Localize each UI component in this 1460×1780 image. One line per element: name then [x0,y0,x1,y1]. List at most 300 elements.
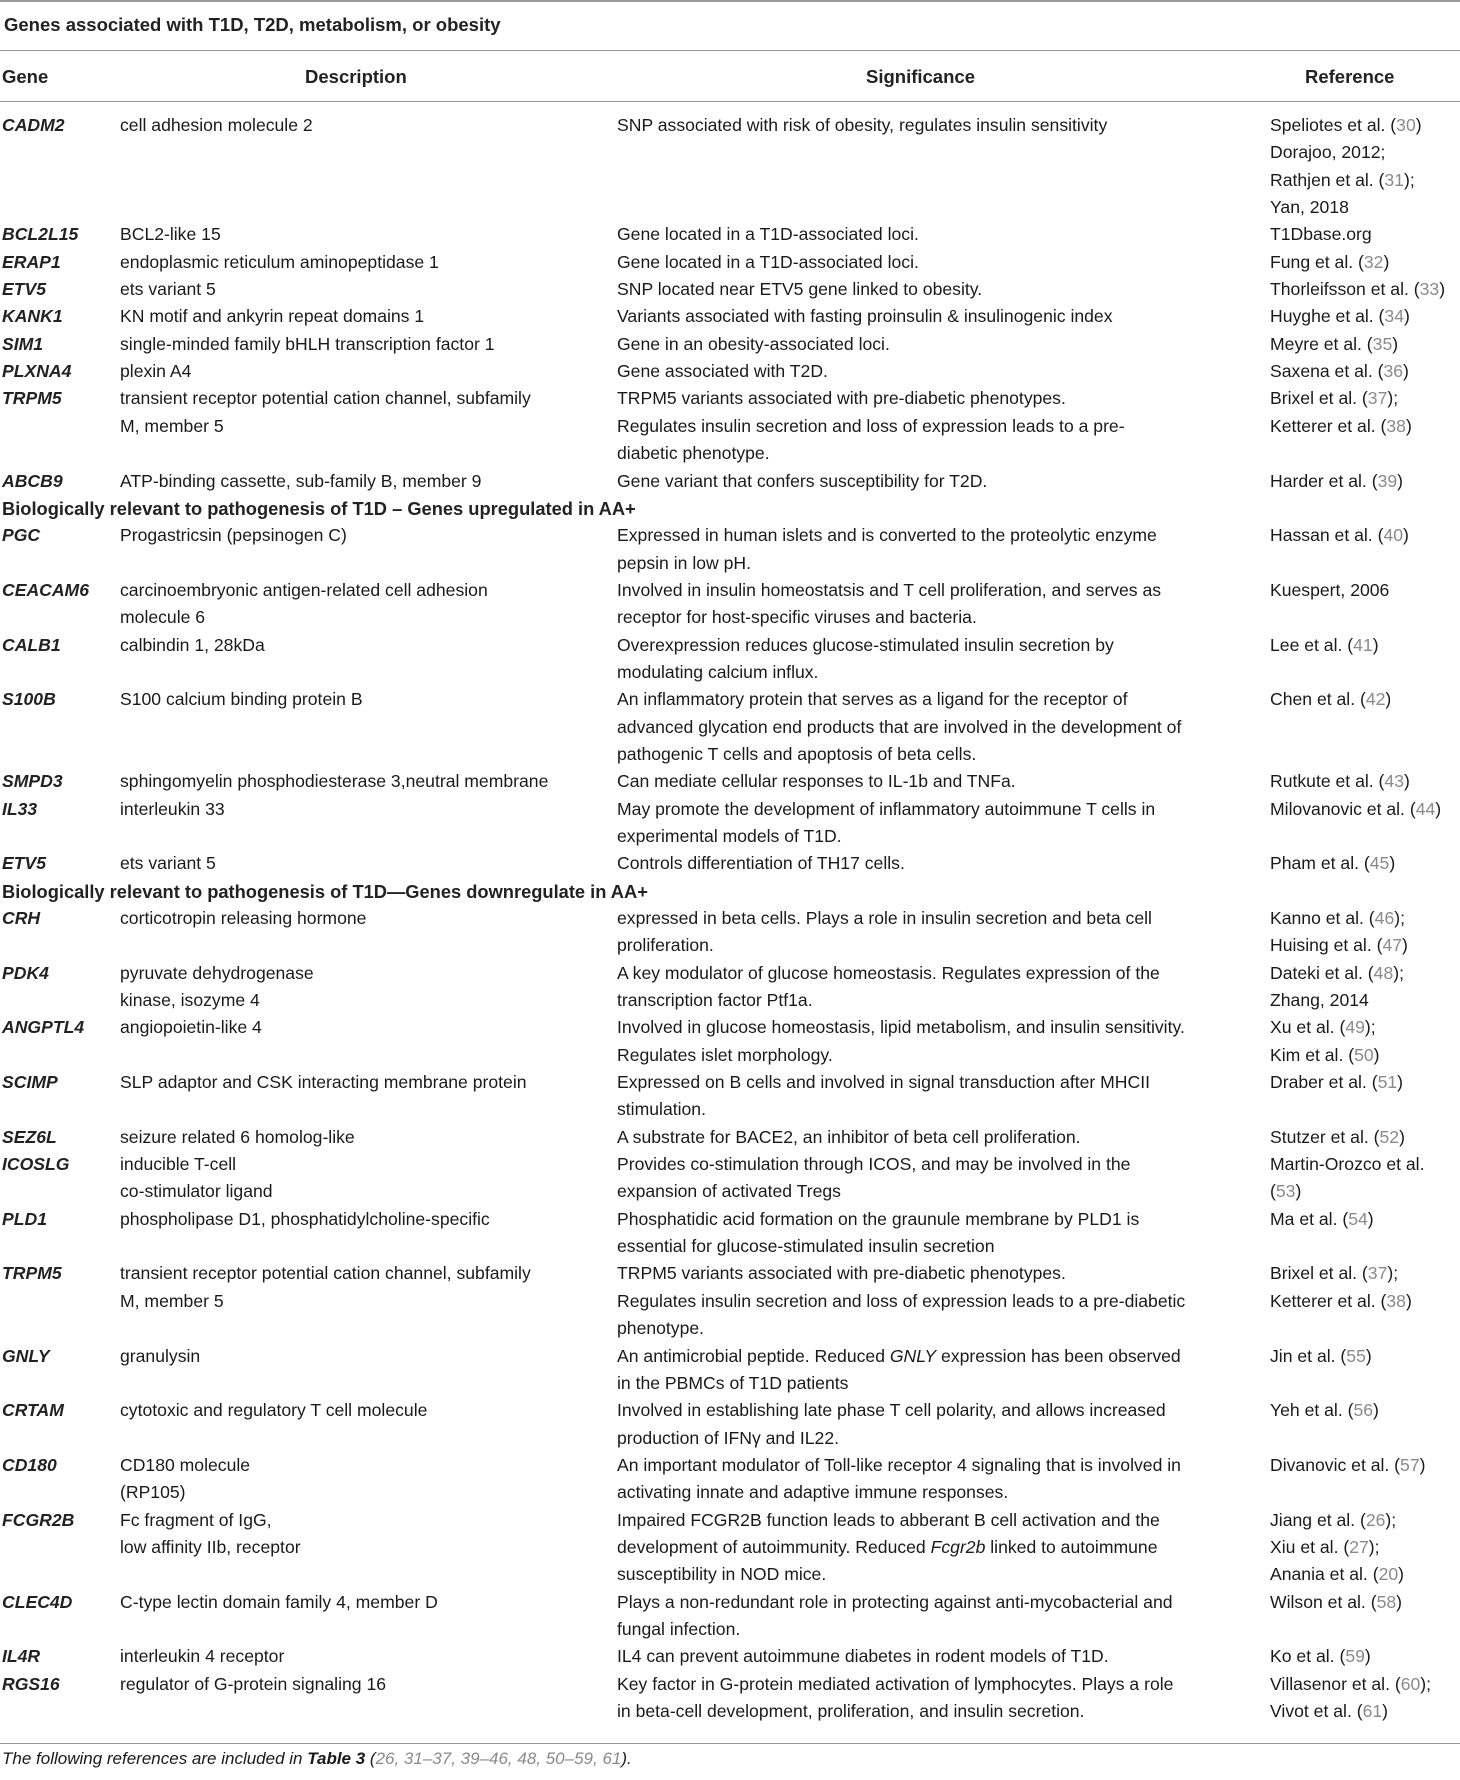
table-row [0,960,1460,1015]
cell-line: susceptibility in NOD mice. [617,1564,827,1585]
gene-reference [1270,1643,1460,1670]
gene-significance [617,632,1257,687]
cell-line: single-minded family bHLH transcription factor 1 [120,333,495,354]
cell-line: in the PBMCs of T1D patients [617,1372,849,1393]
cell-line: regulator of G-protein signaling 16 [120,1673,387,1694]
cell-line: pepsin in low pH. [617,552,751,573]
section-heading-row [0,495,1460,522]
cell-line: CD180 molecule [120,1454,251,1475]
gene-significance [617,1343,1257,1398]
gene-symbol: IL4R [2,1646,41,1667]
cell-line: Impaired FCGR2B function leads to abberant B cell activation and the [617,1509,1160,1530]
top-border [0,0,1460,2]
cell-line: BCL2-like 15 [120,224,221,245]
gene-reference [1270,1124,1460,1151]
gene-reference [1270,358,1460,385]
reference-line: Kuespert, 2006 [1270,579,1390,600]
table-row [0,385,1460,467]
cell-line: transcription factor Ptf1a. [617,990,813,1011]
citation-link[interactable]: 33 [1419,279,1440,300]
gene-significance [617,221,1257,248]
citation-link[interactable]: 54 [1348,1208,1368,1229]
reference-line: Kanno et al. (46); [1270,908,1405,929]
cell-line: Gene variant that confers susceptibility for T2D. [617,470,988,491]
table-row [0,1643,1460,1670]
bottom-divider [0,1743,1460,1744]
citation-link[interactable]: 30 [1396,115,1416,135]
cell-line: TRPM5 variants associated with pre-diabetic phenotypes. [617,1263,1066,1284]
cell-line: Involved in glucose homeostasis, lipid metabolism, and insulin sensitivity. [617,1017,1185,1038]
gene-significance [617,686,1257,768]
cell-line: M, member 5 [120,415,224,436]
gene-reference [1270,796,1460,823]
gene-significance [617,1260,1257,1342]
cell-line: transient receptor potential cation channel, subfamily [120,388,531,409]
gene-description [120,1507,602,1562]
reference-line: Fung et al. (32) [1270,251,1390,272]
citation-link[interactable]: 27 [1349,1536,1369,1557]
table-row [0,850,1460,877]
footnote-table-link[interactable]: Table 3 [307,1749,366,1768]
gene-reference [1270,577,1460,604]
gene-description [120,1260,602,1315]
citation-link[interactable]: 32 [1363,251,1384,272]
citation-link[interactable]: 41 [1353,634,1373,655]
citation-link[interactable]: 45 [1369,853,1390,874]
gene-description [120,1069,602,1096]
cell-line: endoplasmic reticulum aminopeptidase 1 [120,251,439,272]
cell-line: Plays a non-redundant role in protecting against anti-mycobacterial and [617,1591,1173,1612]
table-row [0,632,1460,687]
citation-link[interactable]: 40 [1383,525,1404,546]
gene-significance [617,1014,1257,1069]
cell-line: Gene in an obesity-associated loci. [617,333,890,354]
column-header-gene: Gene [2,66,49,87]
gene-description [120,960,602,1015]
reference-line: Ma et al. (54) [1270,1208,1374,1229]
gene-reference [1270,221,1460,248]
citation-link[interactable]: 37 [1367,1263,1388,1284]
citation-link[interactable]: 49 [1345,1017,1365,1038]
cell-line: modulating calcium influx. [617,661,819,682]
gene-symbol: CALB1 [2,634,61,655]
gene-reference [1270,1014,1460,1069]
cell-line: production of IFNγ and IL22. [617,1427,840,1448]
reference-line: Huising et al. (47) [1270,935,1408,956]
reference-line: (53) [1270,1181,1302,1202]
table-row [0,112,1460,221]
gene-significance [617,249,1257,276]
section-heading: Biologically relevant to pathogenesis of T1D—Genes downregulate in AA+ [2,880,648,902]
cell-line: IL4 can prevent autoimmune diabetes in rodent models of T1D. [617,1646,1109,1667]
column-header-reference: Reference [1305,66,1395,87]
table-row [0,1589,1460,1644]
reference-line: Ketterer et al. (38) [1270,1290,1412,1311]
italic-term: GNLY [889,1345,937,1366]
gene-symbol: TRPM5 [2,388,62,409]
cell-line: experimental models of T1D. [617,825,842,846]
cell-line: Gene associated with T2D. [617,361,828,382]
reference-line: Yeh et al. (56) [1270,1400,1379,1421]
gene-reference [1270,905,1460,960]
citation-link[interactable]: 26 [1365,1509,1386,1530]
cell-line: ATP-binding cassette, sub-family B, member 9 [120,470,482,491]
gene-reference [1270,385,1460,440]
cell-line: Involved in establishing late phase T cell polarity, and allows increased [617,1400,1166,1421]
cell-line: S100 calcium binding protein B [120,689,363,710]
gene-symbol: CD180 [2,1454,57,1475]
table-row [0,1124,1460,1151]
reference-line: Anania et al. (20) [1270,1564,1404,1585]
reference-line: Ketterer et al. (38) [1270,415,1412,436]
citation-link[interactable]: 58 [1376,1591,1397,1612]
table-row [0,1397,1460,1452]
citation-link[interactable]: 44 [1415,798,1436,819]
cell-line: pathogenic T cells and apoptosis of beta cells. [617,743,977,764]
citation-link[interactable]: 20 [1378,1564,1399,1585]
gene-description [120,850,602,877]
gene-significance [617,1507,1257,1589]
gene-description [120,1151,602,1206]
gene-reference [1270,1671,1460,1726]
gene-description [120,1124,602,1151]
cell-line: fungal infection. [617,1618,741,1639]
section-heading-row [0,878,1460,905]
gene-symbol: PDK4 [2,962,49,983]
reference-line: Zhang, 2014 [1270,990,1369,1011]
gene-significance [617,331,1257,358]
table-row [0,221,1460,248]
cell-line: Phosphatidic acid formation on the graunule membrane by PLD1 is [617,1208,1140,1229]
cell-line: low affinity IIb, receptor [120,1536,301,1557]
citation-link[interactable]: 34 [1384,306,1404,327]
gene-symbol: PLD1 [2,1208,47,1229]
cell-line: interleukin 33 [120,798,225,819]
gene-symbol: SCIMP [2,1072,58,1093]
gene-significance [617,796,1257,851]
cell-line: ets variant 5 [120,853,216,874]
gene-description [120,1452,602,1507]
reference-line: Speliotes et al. (30) [1270,115,1422,135]
footnote-text: The following references are included in [2,1749,308,1768]
italic-term: Fcgr2b [930,1536,986,1557]
table-row [0,1151,1460,1206]
citation-link[interactable]: 57 [1400,1454,1420,1475]
gene-description [120,385,602,440]
reference-line: Jiang et al. (26); [1270,1509,1397,1530]
citation-link[interactable]: 46 [1374,908,1395,929]
gene-reference [1270,1343,1460,1370]
cell-line: An inflammatory protein that serves as a ligand for the receptor of [617,689,1128,710]
gene-description [120,1589,602,1616]
reference-line: Vivot et al. (61) [1270,1701,1389,1722]
cell-line: co-stimulator ligand [120,1181,273,1202]
cell-line: kinase, isozyme 4 [120,990,260,1011]
table-row [0,1069,1460,1124]
gene-description [120,522,602,549]
reference-line: T1Dbase.org [1270,224,1372,245]
reference-line: Dateki et al. (48); [1270,962,1404,983]
gene-significance [617,1206,1257,1261]
gene-significance [617,522,1257,577]
gene-description [120,221,602,248]
gene-reference [1270,960,1460,1015]
cell-line: advanced glycation end products that are involved in the development of [617,716,1182,737]
gene-significance [617,385,1257,467]
gene-symbol: CRH [2,908,41,929]
cell-line: Expressed on B cells and involved in signal transduction after MHCII [617,1072,1150,1093]
citation-link[interactable]: 38 [1386,1290,1406,1311]
gene-reference [1270,1151,1460,1206]
cell-line: granulysin [120,1345,201,1366]
reference-line: Milovanovic et al. (44) [1270,798,1442,819]
gene-description [120,303,602,330]
cell-line: receptor for host-specific viruses and bacteria. [617,607,977,628]
gene-significance [617,1452,1257,1507]
header-divider [0,101,1460,102]
table-title: Genes associated with T1D, T2D, metabolism, or obesity [4,14,501,35]
cell-line: calbindin 1, 28kDa [120,634,265,655]
reference-line: Kim et al. (50) [1270,1044,1380,1065]
cell-line: Progastricsin (pepsinogen C) [120,525,347,546]
citation-link[interactable]: 36 [1383,361,1404,382]
gene-symbol: FCGR2B [2,1509,75,1530]
reference-line: Xu et al. (49); [1270,1017,1376,1038]
cell-line: in beta-cell development, proliferation, and insulin secretion. [617,1701,1085,1722]
cell-line: activating innate and adaptive immune responses. [617,1482,1009,1503]
table-row [0,1343,1460,1398]
gene-reference [1270,276,1460,303]
cell-line: Overexpression reduces glucose-stimulated insulin secretion by [617,634,1114,655]
citation-link[interactable]: 39 [1377,470,1398,491]
citation-link[interactable]: 51 [1377,1072,1398,1093]
cell-line: Regulates insulin secretion and loss of expression leads to a pre- [617,415,1125,436]
citation-link[interactable]: 47 [1382,935,1403,956]
cell-line: Can mediate cellular responses to IL-1b and TNFa. [617,771,1016,792]
cell-line: proliferation. [617,935,714,956]
gene-description [120,468,602,495]
gene-description [120,1643,602,1670]
citation-link[interactable]: 37 [1367,388,1388,409]
gene-symbol: S100B [2,689,56,710]
cell-line: development of autoimmunity. Reduced Fcgr2b linked to autoimmune [617,1536,1158,1557]
table-body [0,112,1460,1725]
gene-significance [617,1397,1257,1452]
gene-symbol: SMPD3 [2,771,63,792]
gene-symbol: ETV5 [2,853,47,874]
citation-link[interactable]: 43 [1384,771,1404,792]
gene-symbol: ICOSLG [2,1154,70,1175]
citation-link[interactable]: 61 [1362,1701,1383,1722]
cell-line: Key factor in G-protein mediated activation of lymphocytes. Plays a role [617,1673,1174,1694]
citation-link[interactable]: 31 [1384,169,1404,190]
cell-line: expansion of activated Tregs [617,1181,841,1202]
cell-line: Gene located in a T1D-associated loci. [617,251,919,272]
gene-reference [1270,468,1460,495]
citation-link[interactable]: 52 [1379,1126,1400,1147]
cell-line: An antimicrobial peptide. Reduced GNLY expression has been observed [617,1345,1181,1366]
gene-description [120,686,602,713]
cell-line: ets variant 5 [120,279,216,300]
gene-symbol: ANGPTL4 [2,1017,85,1038]
cell-line: Fc fragment of IgG, [120,1509,272,1530]
table-row [0,522,1460,577]
cell-line: essential for glucose-stimulated insulin secretion [617,1236,995,1257]
gene-reference [1270,632,1460,659]
citation-link[interactable]: 56 [1353,1400,1374,1421]
gene-description [120,249,602,276]
gene-significance [617,1069,1257,1124]
gene-symbol: GNLY [2,1345,50,1366]
table-row [0,1671,1460,1726]
section-heading: Biologically relevant to pathogenesis of T1D – Genes upregulated in AA+ [2,497,636,519]
cell-line: May promote the development of inflammatory autoimmune T cells in [617,798,1156,819]
citation-link[interactable]: 60 [1400,1673,1421,1694]
reference-line: Brixel et al. (37); [1270,388,1399,409]
reference-line: Rutkute et al. (43) [1270,771,1410,792]
cell-line: diabetic phenotype. [617,443,770,464]
column-header-description: Description [305,66,407,87]
cell-line: A substrate for BACE2, an inhibitor of beta cell proliferation. [617,1126,1081,1147]
gene-reference [1270,1507,1460,1589]
citation-link[interactable]: 38 [1386,415,1406,436]
cell-line: Gene located in a T1D-associated loci. [617,224,919,245]
gene-reference [1270,303,1460,330]
gene-symbol: PGC [2,525,41,546]
table-row [0,1014,1460,1069]
citation-link[interactable]: 59 [1345,1646,1365,1667]
title-divider [0,50,1460,51]
cell-line: Regulates islet morphology. [617,1044,833,1065]
gene-symbol: ERAP1 [2,251,61,272]
cell-line: transient receptor potential cation channel, subfamily [120,1263,531,1284]
footnote-close: ). [621,1749,632,1768]
cell-line: Controls differentiation of TH17 cells. [617,853,905,874]
gene-description [120,1014,602,1041]
table-footnote [2,1749,632,1769]
table-row [0,1507,1460,1589]
reference-line: Harder et al. (39) [1270,470,1403,491]
gene-significance [617,112,1257,139]
gene-symbol: SIM1 [2,333,44,354]
gene-significance [617,1671,1257,1726]
reference-line: Xiu et al. (27); [1270,1536,1380,1557]
gene-reference [1270,522,1460,549]
gene-description [120,358,602,385]
reference-line: Huyghe et al. (34) [1270,306,1410,327]
reference-line: Draber et al. (51) [1270,1072,1403,1093]
cell-line: molecule 6 [120,607,206,628]
cell-line: angiopoietin-like 4 [120,1017,262,1038]
reference-line: Brixel et al. (37); [1270,1263,1399,1284]
gene-description [120,1671,602,1698]
cell-line: Variants associated with fasting proinsulin & insulinogenic index [617,306,1113,327]
gene-symbol: ABCB9 [2,470,63,491]
table-row [0,276,1460,303]
table-row [0,358,1460,385]
cell-line: (RP105) [120,1482,186,1503]
reference-line: Hassan et al. (40) [1270,525,1409,546]
gene-symbol: SEZ6L [2,1126,57,1147]
gene-description [120,1343,602,1370]
cell-line: C-type lectin domain family 4, member D [120,1591,438,1612]
gene-symbol: BCL2L15 [2,224,79,245]
cell-line: inducible T-cell [120,1154,237,1175]
cell-line: carcinoembryonic antigen-related cell adhesion [120,579,488,600]
table-row [0,905,1460,960]
reference-line: Meyre et al. (35) [1270,333,1399,354]
gene-significance [617,905,1257,960]
gene-reference [1270,1589,1460,1616]
gene-reference [1270,1397,1460,1424]
cell-line: cell adhesion molecule 2 [120,115,313,135]
cell-line: cytotoxic and regulatory T cell molecule [120,1400,428,1421]
reference-line: Villasenor et al. (60); [1270,1673,1432,1694]
cell-line: An important modulator of Toll-like receptor 4 signaling that is involved in [617,1454,1181,1475]
cell-line: interleukin 4 receptor [120,1646,285,1667]
gene-reference [1270,249,1460,276]
gene-reference [1270,1452,1460,1479]
cell-line: Regulates insulin secretion and loss of expression leads to a pre-diabetic [617,1290,1186,1311]
gene-significance [617,1151,1257,1206]
gene-description [120,577,602,632]
cell-line: SNP associated with risk of obesity, regulates insulin sensitivity [617,115,1108,135]
gene-symbol: KANK1 [2,306,63,327]
gene-significance [617,850,1257,877]
gene-significance [617,960,1257,1015]
gene-symbol: PLXNA4 [2,361,72,382]
gene-reference [1270,768,1460,795]
gene-description [120,768,602,795]
gene-description [120,112,602,139]
reference-line: Saxena et al. (36) [1270,361,1409,382]
reference-line: Thorleifsson et al. (33) [1270,279,1446,300]
citation-link[interactable]: 53 [1275,1181,1296,1202]
reference-line: Stutzer et al. (52) [1270,1126,1405,1147]
cell-line: corticotropin releasing hormone [120,908,367,929]
table-row [0,1260,1460,1342]
cell-line: KN motif and ankyrin repeat domains 1 [120,306,425,327]
gene-reference [1270,850,1460,877]
footnote-refs[interactable]: 26, 31–37, 39–46, 48, 50–59, 61 [375,1749,622,1768]
cell-line: expressed in beta cells. Plays a role in insulin secretion and beta cell [617,908,1152,929]
column-header-significance: Significance [866,66,975,87]
citation-link[interactable]: 55 [1346,1345,1366,1366]
citation-link[interactable]: 35 [1372,333,1393,354]
gene-significance [617,1589,1257,1644]
cell-line: TRPM5 variants associated with pre-diabetic phenotypes. [617,388,1066,409]
gene-symbol: ETV5 [2,279,47,300]
citation-link[interactable]: 48 [1373,962,1394,983]
gene-significance [617,1643,1257,1670]
table-row [0,331,1460,358]
gene-significance [617,1124,1257,1151]
gene-description [120,276,602,303]
gene-symbol: CRTAM [2,1400,64,1421]
table-row [0,468,1460,495]
gene-reference [1270,1206,1460,1233]
gene-description [120,905,602,932]
reference-line: Rathjen et al. (31); [1270,169,1415,190]
citation-link[interactable]: 50 [1354,1044,1374,1065]
gene-significance [617,768,1257,795]
reference-line: Martin-Orozco et al. [1270,1154,1425,1175]
gene-significance [617,577,1257,632]
citation-link[interactable]: 42 [1365,689,1386,710]
reference-line: Yan, 2018 [1270,197,1349,218]
cell-line: plexin A4 [120,361,192,382]
cell-line: A key modulator of glucose homeostasis. Regulates expression of the [617,962,1160,983]
